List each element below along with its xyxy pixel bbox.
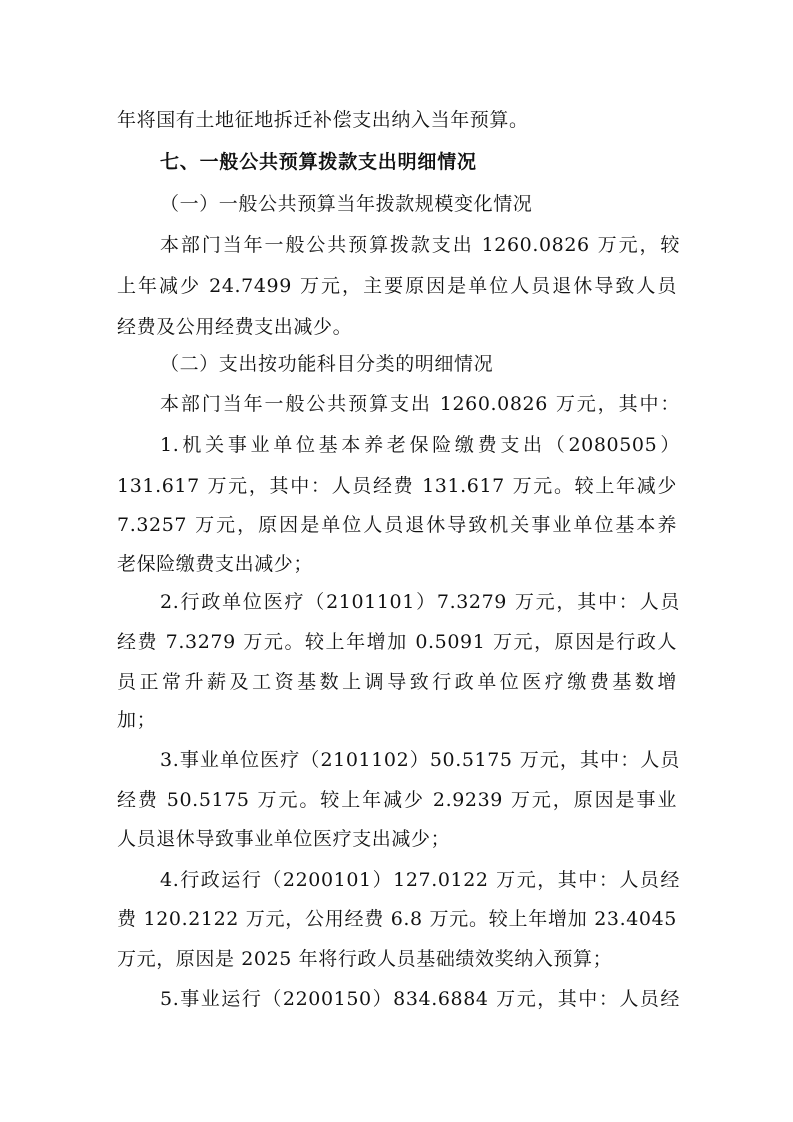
paragraph-line: 3.事业单位医疗（2101102）50.5175 万元，其中：人员 <box>160 749 680 771</box>
paragraph-line: 上年减少 24.7499 万元，主要原因是单位人员退休导致人员 <box>117 275 677 297</box>
paragraph-line: 人员退休导致事业单位医疗支出减少； <box>117 828 451 850</box>
paragraph-line: 费 120.2122 万元，公用经费 6.8 万元。较上年增加 23.4045 <box>117 908 677 930</box>
paragraph-line: 经费及公用经费支出减少。 <box>117 316 353 338</box>
paragraph-line: 经费 50.5175 万元。较上年减少 2.9239 万元，原因是事业 <box>117 789 677 811</box>
subsection-heading: （二）支出按功能科目分类的明细情况 <box>160 353 494 375</box>
paragraph-line: 万元，原因是 2025 年将行政人员基础绩效奖纳入预算； <box>117 948 613 970</box>
paragraph-line: 本部门当年一般公共预算拨款支出 1260.0826 万元，较 <box>160 234 680 256</box>
paragraph-line: 7.3257 万元，原因是单位人员退休导致机关事业单位基本养 <box>117 514 677 536</box>
paragraph-line: 131.617 万元，其中：人员经费 131.617 万元。较上年减少 <box>117 475 677 497</box>
paragraph-line: 5.事业运行（2200150）834.6884 万元，其中：人员经 <box>160 988 680 1010</box>
section-heading: 七、一般公共预算拨款支出明细情况 <box>160 151 477 173</box>
subsection-heading: （一）一般公共预算当年拨款规模变化情况 <box>160 193 533 215</box>
paragraph-line: 经费 7.3279 万元。较上年增加 0.5091 万元，原因是行政人 <box>117 631 677 653</box>
paragraph-line: 2.行政单位医疗（2101101）7.3279 万元，其中：人员 <box>160 591 680 613</box>
paragraph-line: 员正常升薪及工资基数上调导致行政单位医疗缴费基数增 <box>117 671 677 693</box>
paragraph-line: 本部门当年一般公共预算支出 1260.0826 万元，其中： <box>160 393 680 415</box>
paragraph-line: 4.行政运行（2200101）127.0122 万元，其中：人员经 <box>160 869 680 891</box>
paragraph-line: 1.机关事业单位基本养老保险缴费支出（2080505） <box>160 434 680 456</box>
paragraph-line: 加； <box>117 709 157 731</box>
paragraph-line: 年将国有土地征地拆迁补偿支出纳入当年预算。 <box>117 109 529 131</box>
paragraph-line: 老保险缴费支出减少； <box>117 553 314 575</box>
